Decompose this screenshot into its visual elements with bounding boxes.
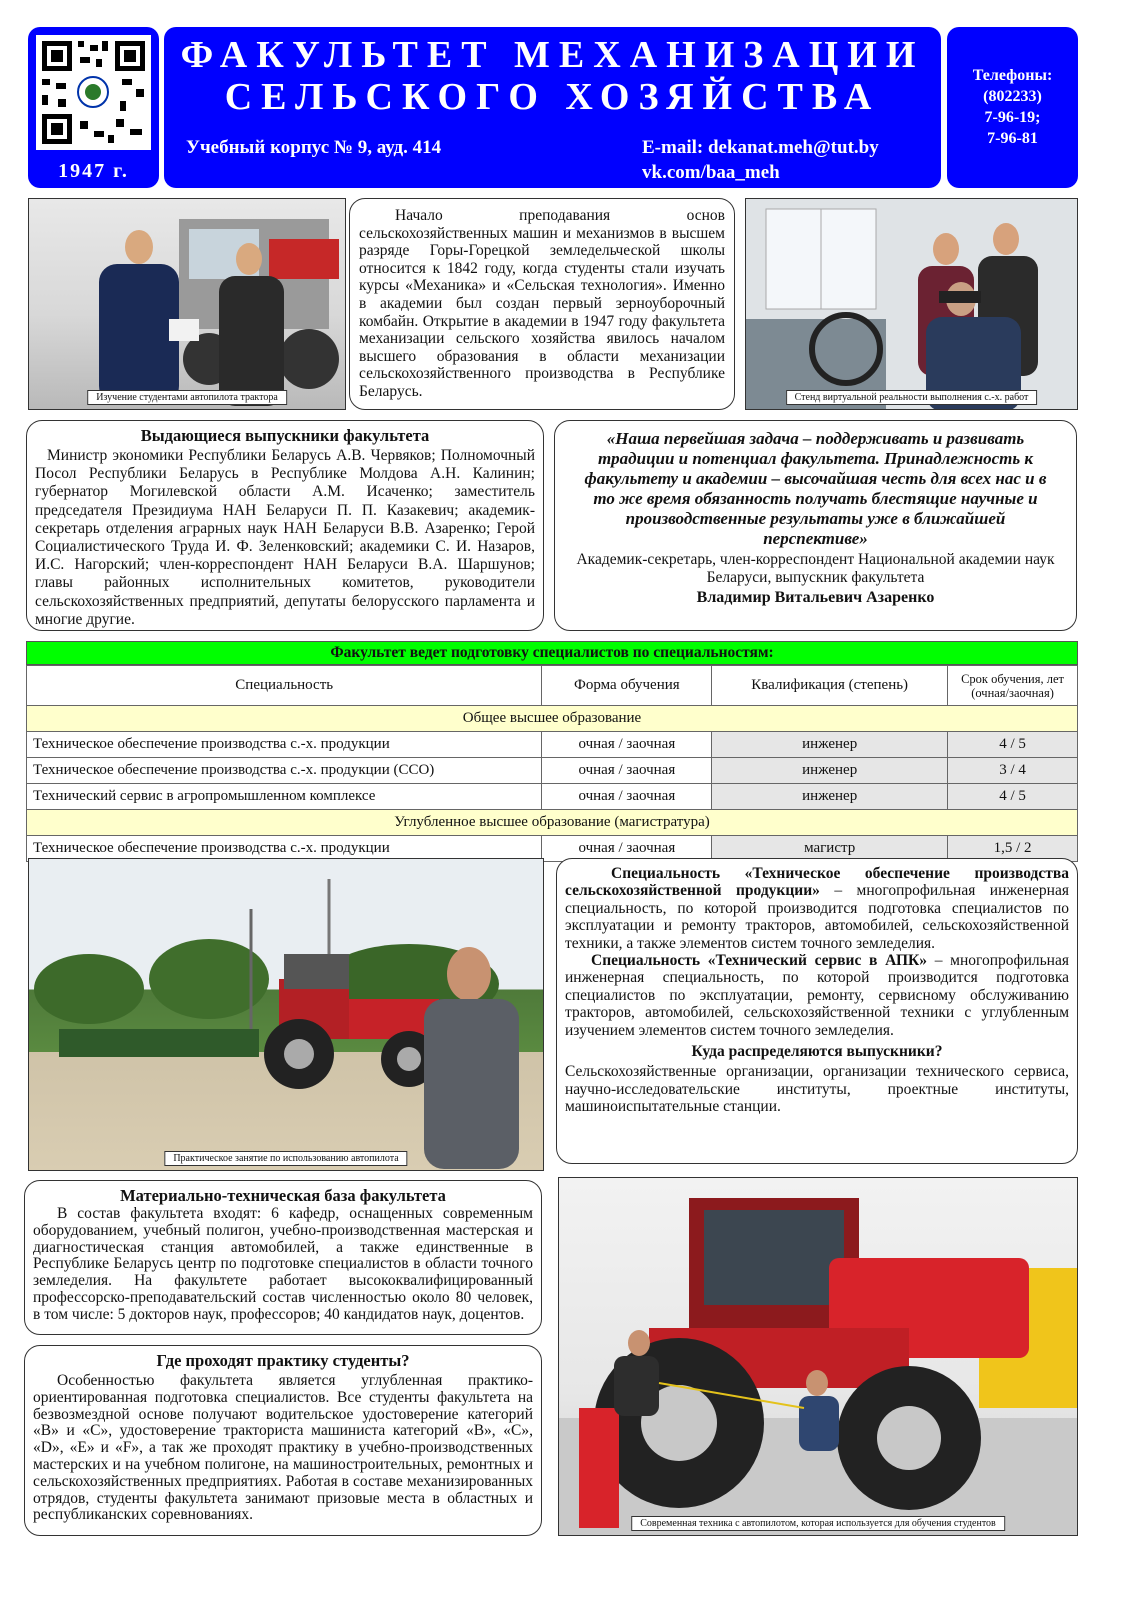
spec2-text: – многопрофильная инженерная специальность, по которой производится подготовка специалистов по эксплуатации, ремонту, сервисному обслуживанию тракторов, автомобилей, сельскохозяйственной техники с углубленным изучением элементов систем точного земледелия.	[565, 952, 1069, 1039]
cell-form: очная / заочная	[542, 732, 712, 758]
cell-specialty: Техническое обеспечение производства с.-х. продукции (ССО)	[27, 758, 542, 784]
cell-form: очная / заочная	[542, 758, 712, 784]
phones-label: Телефоны:	[972, 67, 1053, 84]
vk-link[interactable]: vk.com/baa_meh	[642, 162, 780, 183]
faculty-title-line2: СЕЛЬСКОГО ХОЗЯЙСТВА	[224, 76, 881, 118]
alumni-text: Министр экономики Республики Беларусь А.В. Червяков; Полномочный Посол Республики Беларусь в Республике Молдова А.Н. Калинин; губернатор Могилевской области А.М. Исаченко; заместитель председателя Президиума НАН Беларуси П. П. Казакевич; академик-секретарь отделения аграрных наук НАН Беларуси В.В. Азаренко; Герой Социалистического Труда И. Ф. Зеленковский; академики С. И. Назаров, И.С. Нагорский; член-корреспондент НАН Беларуси В.А. Шаршунов; главы районных исполнительных комитетов, руководители сельскохозяйственных предприятий, депутаты белорусского парламента и многие другие.	[35, 447, 535, 628]
spec1-text: – многопрофильная инженерная специальность, по которой производится подготовка специалистов по эксплуатации и ремонту тракторов, автомобилей, сельскохозяйственной техники, а также элементов систем точного земледелия.	[565, 882, 1069, 952]
section-general: Общее высшее образование	[27, 706, 1078, 732]
table-row	[27, 732, 1078, 758]
header-duration: Срок обучения, лет (очная/заочная)	[948, 666, 1078, 706]
email-link[interactable]: E-mail: dekanat.meh@tut.by	[642, 137, 879, 158]
caption-vr-stand: Стенд виртуальной реальности выполнения с.-х. работ	[786, 390, 1038, 405]
qr-block	[28, 27, 159, 188]
phone-1[interactable]: 7-96-19;	[984, 109, 1041, 126]
phones-block	[947, 27, 1078, 188]
spec1-title: Специальность «Техническое обеспечение производства сельскохозяйственной продукции»	[565, 865, 1069, 900]
photo-vr-stand	[745, 198, 1078, 410]
spec2-title: Специальность «Технический сервис в АПК»	[591, 952, 927, 970]
title-block	[164, 27, 941, 188]
specialties-table-block	[26, 641, 1078, 862]
table-title: Факультет ведет подготовку специалистов по специальностям:	[26, 641, 1078, 665]
practice-box	[24, 1345, 542, 1536]
cell-specialty: Техническое обеспечение производства с.-х. продукции	[27, 836, 542, 862]
cell-duration: 1,5 / 2	[948, 836, 1078, 862]
cell-specialty: Техническое обеспечение производства с.-х. продукции	[27, 732, 542, 758]
table-header-row	[27, 666, 1078, 706]
students-tractor-illustration	[29, 199, 346, 410]
cell-duration: 3 / 4	[948, 758, 1078, 784]
table-row	[27, 784, 1078, 810]
base-box	[24, 1180, 542, 1335]
base-title: Материально-техническая база факультета	[120, 1186, 446, 1205]
history-box	[349, 198, 735, 410]
quote-text: «Наша первейшая задача – поддерживать и развивать традиции и потенциал факультета. Принадлежность к факультету и академии – высочайшая честь для всех нас и в то же время обязанность получать блестящие научные и производственные результаты уже в ближайшей перспективе»	[584, 429, 1047, 548]
vr-stand-illustration	[746, 199, 1078, 410]
specialties-box	[556, 858, 1078, 1164]
caption-autopilot-students: Изучение студентами автопилота трактора	[87, 390, 287, 405]
section-row	[27, 706, 1078, 732]
spec2-paragraph	[565, 952, 1069, 1039]
cell-qualification: инженер	[712, 732, 948, 758]
cell-duration: 4 / 5	[948, 784, 1078, 810]
caption-practice: Практическое занятие по использованию автопилота	[164, 1151, 407, 1166]
photo-modern-tech	[558, 1177, 1078, 1536]
header-specialty: Специальность	[27, 666, 542, 706]
founded-year: 1947 г.	[58, 160, 129, 182]
practice-field-illustration	[29, 859, 544, 1171]
cell-form: очная / заочная	[542, 784, 712, 810]
address: Учебный корпус № 9, ауд. 414	[186, 137, 442, 158]
cell-specialty: Технический сервис в агропромышленном комплексе	[27, 784, 542, 810]
qr-code-icon	[36, 35, 151, 150]
practice-text: Особенностью факультета является углубленная практико-ориентированная подготовка специалистов. Все студенты факультета на безвозмездной основе получают водительское удостоверение категорий «B» и «C», удостоверение тракториста машиниста категорий «B», «C», «D», «E» и «F», а так же проходят практику в учебно-производственных мастерских и на учебном полигоне, на машиностроительных, ремонтных и сельскохозяйственных предприятиях. Работая в составе механизированных отрядов, студенты факультета занимают призовые места в областных и республиканских соревнованиях.	[33, 1372, 533, 1524]
table-row	[27, 758, 1078, 784]
header-qualification: Квалификация (степень)	[712, 666, 948, 706]
spec1-paragraph	[565, 865, 1069, 952]
alumni-title: Выдающиеся выпускники факультета	[140, 426, 430, 445]
faculty-title-line1: ФАКУЛЬТЕТ МЕХАНИЗАЦИИ	[180, 34, 925, 76]
quote-box	[554, 420, 1077, 631]
cell-qualification: магистр	[712, 836, 948, 862]
graduates-text: Сельскохозяйственные организации, организации технического сервиса, научно-исследовательские институты, проектные институты, машиноиспытательные станции.	[565, 1063, 1069, 1116]
section-row	[27, 810, 1078, 836]
header-form: Форма обучения	[542, 666, 712, 706]
cell-duration: 4 / 5	[948, 732, 1078, 758]
base-text: В состав факультета входят: 6 кафедр, оснащенных современным оборудованием, учебный полигон, учебно-производственная мастерская и диагностическая станция автомобилей, а также единственные в Республике Беларусь центр по подготовке специалистов в области точного земледелия. На факультете работает высококвалифицированный профессорско-преподавательский состав численностью около 80 человек, в том числе: 5 докторов наук, профессоров; 40 кандидатов наук, доцентов.	[33, 1205, 533, 1323]
practice-title: Где проходят практику студенты?	[156, 1351, 410, 1370]
history-text: Начало преподавания основ сельскохозяйственных машин и механизмов в высшем разряде Горы-Горецкой земледельческой школы относится к 1842 году, когда студенты стали изучать курсы «Механика» и «Сельская технология». Именно в академии был создан первый зерноуборочный комбайн. Открытие в академии в 1947 году факультета механизации сельского хозяйства явилось началом высшего образования в области механизации сельскохозяйственного производства в Республике Беларусь.	[359, 207, 725, 400]
specialties-table	[26, 665, 1078, 862]
quote-author-description: Академик-секретарь, член-корреспондент Национальной академии наук Беларуси, выпускник факультета	[576, 551, 1055, 586]
caption-modern-tech: Современная техника с автопилотом, которая используется для обучения студентов	[631, 1516, 1005, 1531]
quote-author-name: Владимир Витальевич Азаренко	[696, 589, 935, 606]
modern-tractor-illustration	[559, 1178, 1078, 1536]
graduates-title: Куда распределяются выпускники?	[691, 1043, 943, 1061]
cell-qualification: инженер	[712, 758, 948, 784]
cell-qualification: инженер	[712, 784, 948, 810]
photo-autopilot-students	[28, 198, 346, 410]
section-masters: Углубленное высшее образование (магистратура)	[27, 810, 1078, 836]
cell-form: очная / заочная	[542, 836, 712, 862]
photo-practice	[28, 858, 544, 1171]
phone-2[interactable]: 7-96-81	[987, 130, 1038, 147]
alumni-box	[26, 420, 544, 631]
phone-code: (802233)	[983, 88, 1042, 105]
